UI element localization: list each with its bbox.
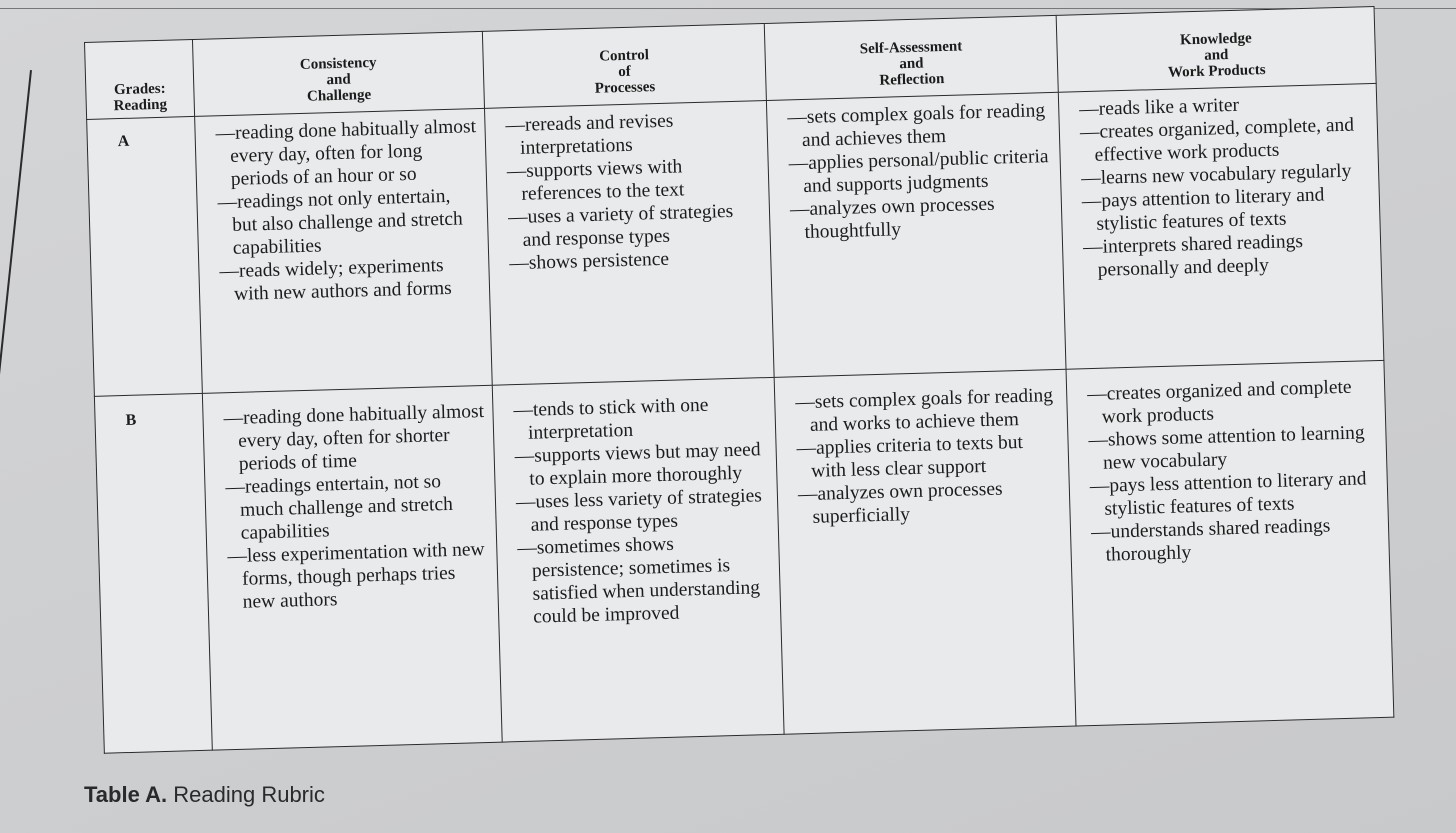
header-knowledge-line1: Knowledge [1179, 30, 1252, 49]
header-grades-line2: Reading [113, 96, 168, 115]
header-self-assessment-line2: and [899, 55, 924, 73]
header-control [482, 23, 766, 108]
table-caption [84, 782, 325, 808]
rubric-table-wrapper [84, 6, 1393, 754]
list-item: —creates organized and complete work products [1086, 376, 1352, 428]
consistency-cell [195, 108, 493, 393]
list-item: —understands shared readings thoroughly [1090, 515, 1331, 566]
list-item: —readings entertain, not so much challenge and stretch capabilities [225, 471, 454, 544]
list-item: —sometimes shows persistence; sometimes is satisfied when understanding could be improved [517, 533, 761, 628]
list-item: —reading done habitually almost every day, often for long periods of an hour or so [215, 116, 477, 190]
header-grades [85, 39, 195, 119]
self-assessment-cell [774, 369, 1076, 734]
knowledge-cell [1066, 360, 1394, 726]
header-control-line2: of [618, 63, 632, 81]
table-row-grade-a [87, 83, 1384, 396]
header-control-line1: Control [599, 47, 650, 65]
header-knowledge-line2: and [1204, 47, 1229, 64]
list-item: —pays less attention to literary and stylistic features of texts [1089, 468, 1367, 520]
list-item: —rereads and revises interpretations [505, 110, 674, 159]
list-item: —reads like a writer [1078, 94, 1240, 121]
list-item: —learns new vocabulary regularly [1080, 160, 1352, 190]
caption-text: Reading Rubric [173, 782, 325, 807]
consistency-cell [202, 385, 502, 750]
self-assessment-cell [766, 92, 1066, 377]
header-consistency-line2: and [326, 71, 351, 89]
grade-cell: A [87, 116, 203, 396]
header-consistency-line1: Consistency [299, 54, 377, 73]
knowledge-cell [1058, 83, 1384, 369]
list-item: —sets complex goals for reading and achieves them [787, 100, 1046, 151]
list-item: —pays attention to literary and stylistic features of texts [1081, 184, 1325, 235]
list-item: —applies personal/public criteria and supports judgments [788, 146, 1049, 197]
list-item: —shows some attention to learning new vocabulary [1088, 422, 1365, 474]
header-consistency [192, 31, 484, 116]
header-self-assessment-line3: Reflection [879, 70, 945, 89]
list-item: —analyzes own processes thoughtfully [789, 193, 995, 243]
list-item: —uses less variety of strategies and response types [515, 485, 763, 536]
list-item: —creates organized, complete, and effective work products [1079, 114, 1355, 166]
caption-label: Table A. [84, 782, 168, 807]
header-knowledge-line3: Work Products [1167, 62, 1266, 81]
list-item: —supports views with references to the text [506, 156, 685, 205]
header-self-assessment-line1: Self-Assessment [859, 38, 963, 58]
list-item: —less experimentation with new forms, though perhaps tries new authors [227, 539, 485, 613]
header-control-line3: Processes [594, 79, 656, 97]
control-cell [485, 100, 775, 385]
list-item: —sets complex goals for reading and works to achieve them [795, 385, 1054, 436]
list-item: —analyzes own processes superficially [797, 478, 1003, 528]
header-self-assessment [764, 15, 1058, 100]
list-item: —uses a variety of strategies and response types [507, 200, 734, 251]
header-consistency-line3: Challenge [306, 87, 372, 105]
reading-rubric-table [84, 6, 1394, 754]
grade-cell: B [94, 393, 212, 753]
list-item: —supports views but may need to explain more thoroughly [514, 439, 761, 490]
list-item: —applies criteria to texts but with less clear support [796, 431, 1024, 482]
list-item: —shows persistence [509, 248, 670, 275]
list-item: —tends to stick with one interpretation [513, 394, 709, 444]
list-item: —readings not only entertain, but also challenge and stretch capabilities [217, 185, 464, 259]
list-item: —reads widely; experiments with new authors and forms [219, 255, 453, 305]
page-left-edge [0, 70, 32, 766]
list-item: —interprets shared readings personally and deeply [1082, 231, 1304, 281]
list-item: —reading done habitually almost every day, often for shorter periods of time [223, 400, 485, 475]
header-grades-line1: Grades: [113, 80, 166, 99]
table-row-grade-b [94, 360, 1393, 753]
header-knowledge [1056, 6, 1376, 92]
control-cell [492, 377, 784, 742]
